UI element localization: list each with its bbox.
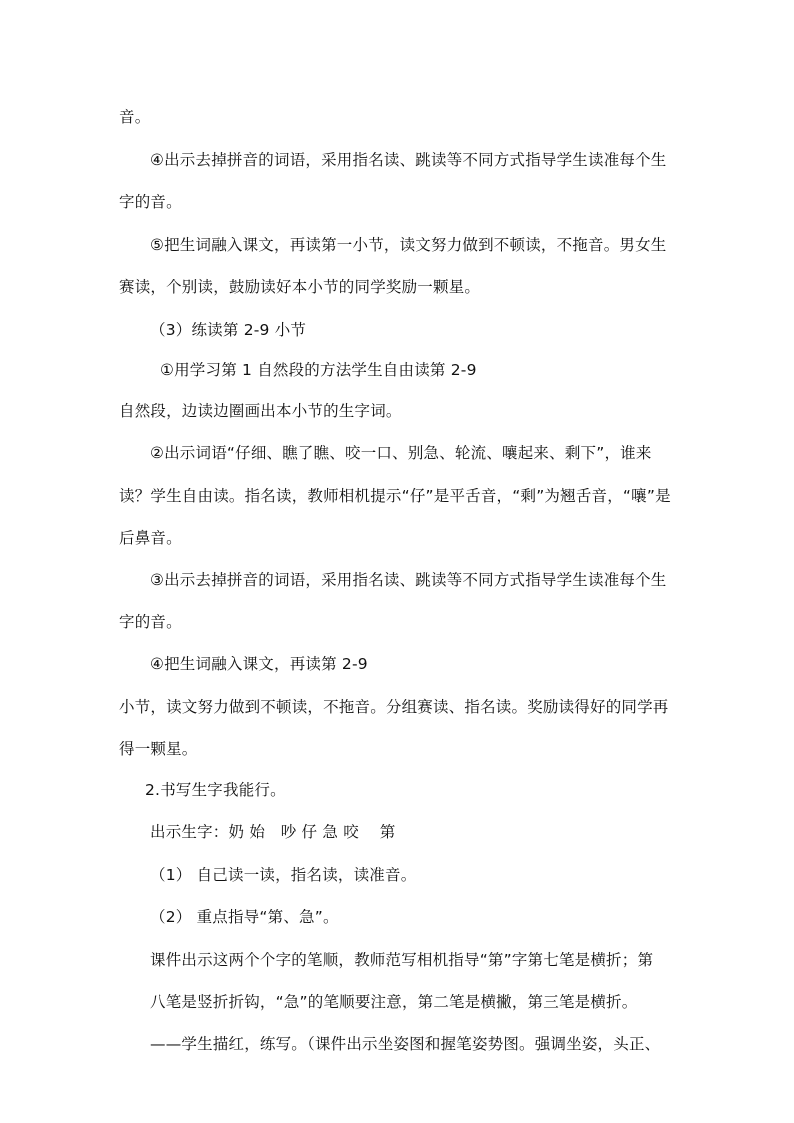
text-line-2: ④出示去掉拼音的词语，采用指名读、跳读等不同方式指导学生读准每个生 <box>150 151 667 169</box>
text-line-7: ①用学习第 1 自然段的方法学生自由读第 2-9 <box>160 361 477 379</box>
text-line-8: 自然段，边读边圈画出本小节的生字词。 <box>119 402 402 420</box>
text-line-4: ⑤把生词融入课文，再读第一小节，读文努力做到不顿读，不拖音。男女生 <box>150 236 667 254</box>
text-line-5: 赛读，个别读，鼓励读好本小节的同学奖励一颗星。 <box>119 278 481 296</box>
text-line-22: 八笔是竖折折钩，“急”的笔顺要注意，第二笔是横撇，第三笔是横折。 <box>150 993 638 1011</box>
text-line-10: 读？学生自由读。指名读，教师相机提示“仔”是平舌音，“剩”为翘舌音，“嚷”是 <box>119 487 671 505</box>
text-line-9: ②出示词语“仔细、瞧了瞧、咬一口、别急、轮流、嚷起来、剩下”，谁来 <box>150 444 652 462</box>
text-line-23: ——学生描红，练写。（课件出示坐姿图和握笔姿势图。强调坐姿，头正、 <box>150 1035 661 1053</box>
text-line-3: 字的音。 <box>119 193 182 211</box>
text-line-16: 得一颗星。 <box>119 740 198 758</box>
text-line-19: （1） 自己读一读，指名读，读准音。 <box>150 866 417 884</box>
text-line-1: 音。 <box>119 108 151 126</box>
text-line-6: （3）练读第 2-9 小节 <box>150 321 307 339</box>
text-line-14: ④把生词融入课文，再读第 2-9 <box>150 655 368 673</box>
text-line-12: ③出示去掉拼音的词语，采用指名读、跳读等不同方式指导学生读准每个生 <box>150 571 667 589</box>
text-line-17: 2.书写生字我能行。 <box>145 781 286 799</box>
text-line-21: 课件出示这两个个字的笔顺，教师范写相机指导“第”字第七笔是横折；第 <box>150 951 654 969</box>
text-line-11: 后鼻音。 <box>119 529 182 547</box>
text-line-18: 出示生字：奶 始 吵 仔 急 咬 第 <box>150 823 396 841</box>
text-line-13: 字的音。 <box>119 613 182 631</box>
text-line-15: 小节，读文努力做到不顿读，不拖音。分组赛读、指名读。奖励读得好的同学再 <box>119 698 669 716</box>
text-line-20: （2） 重点指导“第、急”。 <box>150 908 339 926</box>
